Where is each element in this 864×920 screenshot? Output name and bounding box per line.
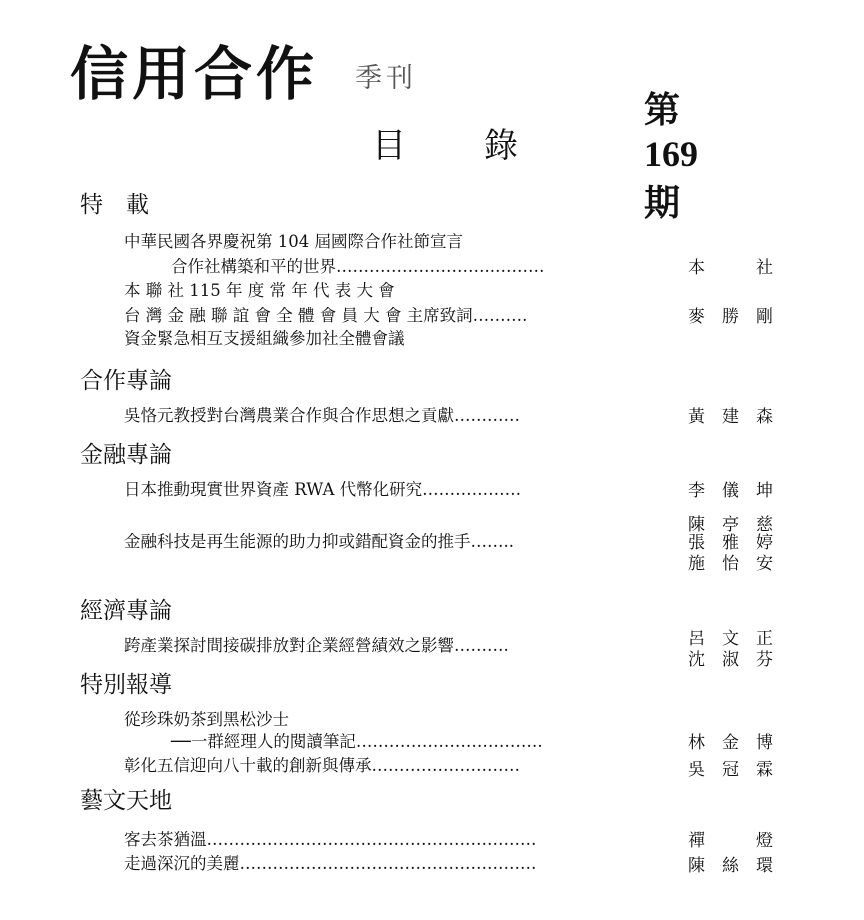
toc-entry: 吳恪元教授對台灣農業合作與合作思想之貢獻………… — [124, 406, 520, 425]
toc-entry: 走過深沉的美麗……………………………………………… — [124, 854, 537, 873]
toc-entry: 金融科技是再生能源的助力抑或錯配資金的推手…….. — [124, 532, 514, 551]
author: 本 社 — [688, 258, 773, 278]
toc-entry: 資金緊急相互支援組織參加社全體會議 — [124, 329, 405, 348]
toc-entry: 合作社構築和平的世界………………………..……… — [171, 257, 545, 276]
author: 禪 燈 — [688, 831, 773, 851]
section-heading: 藝文天地 — [80, 788, 172, 814]
author: 黃 建 森 — [688, 407, 773, 427]
toc-entry: 彰化五信迎向八十載的創新與傳承……………………… — [124, 756, 520, 775]
toc-entry: 跨產業探討間接碳排放對企業經營績效之影響………. — [124, 636, 509, 655]
toc-entry: ──一群經理人的閱讀筆記……………………………. — [171, 732, 543, 751]
contents-title: 目錄 — [372, 126, 596, 166]
section-heading: 金融專論 — [80, 442, 172, 468]
author: 呂 文 正 — [688, 629, 773, 649]
journal-subtitle: 季刊 — [355, 63, 417, 94]
section-heading: 經濟專論 — [80, 598, 172, 624]
author: 李 儀 坤 — [688, 481, 773, 501]
author: 陳 絲 環 — [688, 856, 773, 876]
author: 沈 淑 芬 — [688, 650, 773, 670]
author: 陳 亭 慈 — [688, 515, 773, 535]
author: 吳 冠 霖 — [688, 760, 773, 780]
section-heading: 特別報導 — [80, 672, 172, 698]
issue-number: 第169期 — [644, 90, 698, 223]
toc-entry: 中華民國各界慶祝第 104 屆國際合作社節宣言 — [124, 232, 463, 251]
toc-entry: 台 灣 金 融 聯 誼 會 全 體 會 員 大 會 主席致詞………. — [124, 306, 528, 325]
author: 林 金 博 — [688, 733, 773, 753]
toc-entry: 從珍珠奶茶到黑松沙士 — [124, 710, 289, 729]
section-heading: 特 載 — [80, 192, 149, 218]
toc-entry: 本 聯 社 115 年 度 常 年 代 表 大 會 — [124, 281, 395, 300]
section-heading: 合作專論 — [80, 368, 172, 394]
toc-entry: 日本推動現實世界資產 RWA 代幣化研究……………… — [124, 480, 522, 499]
author: 施 怡 安 — [688, 554, 773, 574]
author: 麥 勝 剛 — [688, 307, 773, 327]
journal-title: 信用合作 — [70, 40, 319, 108]
toc-entry: 客去茶猶溫…………………………………………………… — [124, 830, 537, 849]
author: 張 雅 婷 — [688, 533, 773, 553]
